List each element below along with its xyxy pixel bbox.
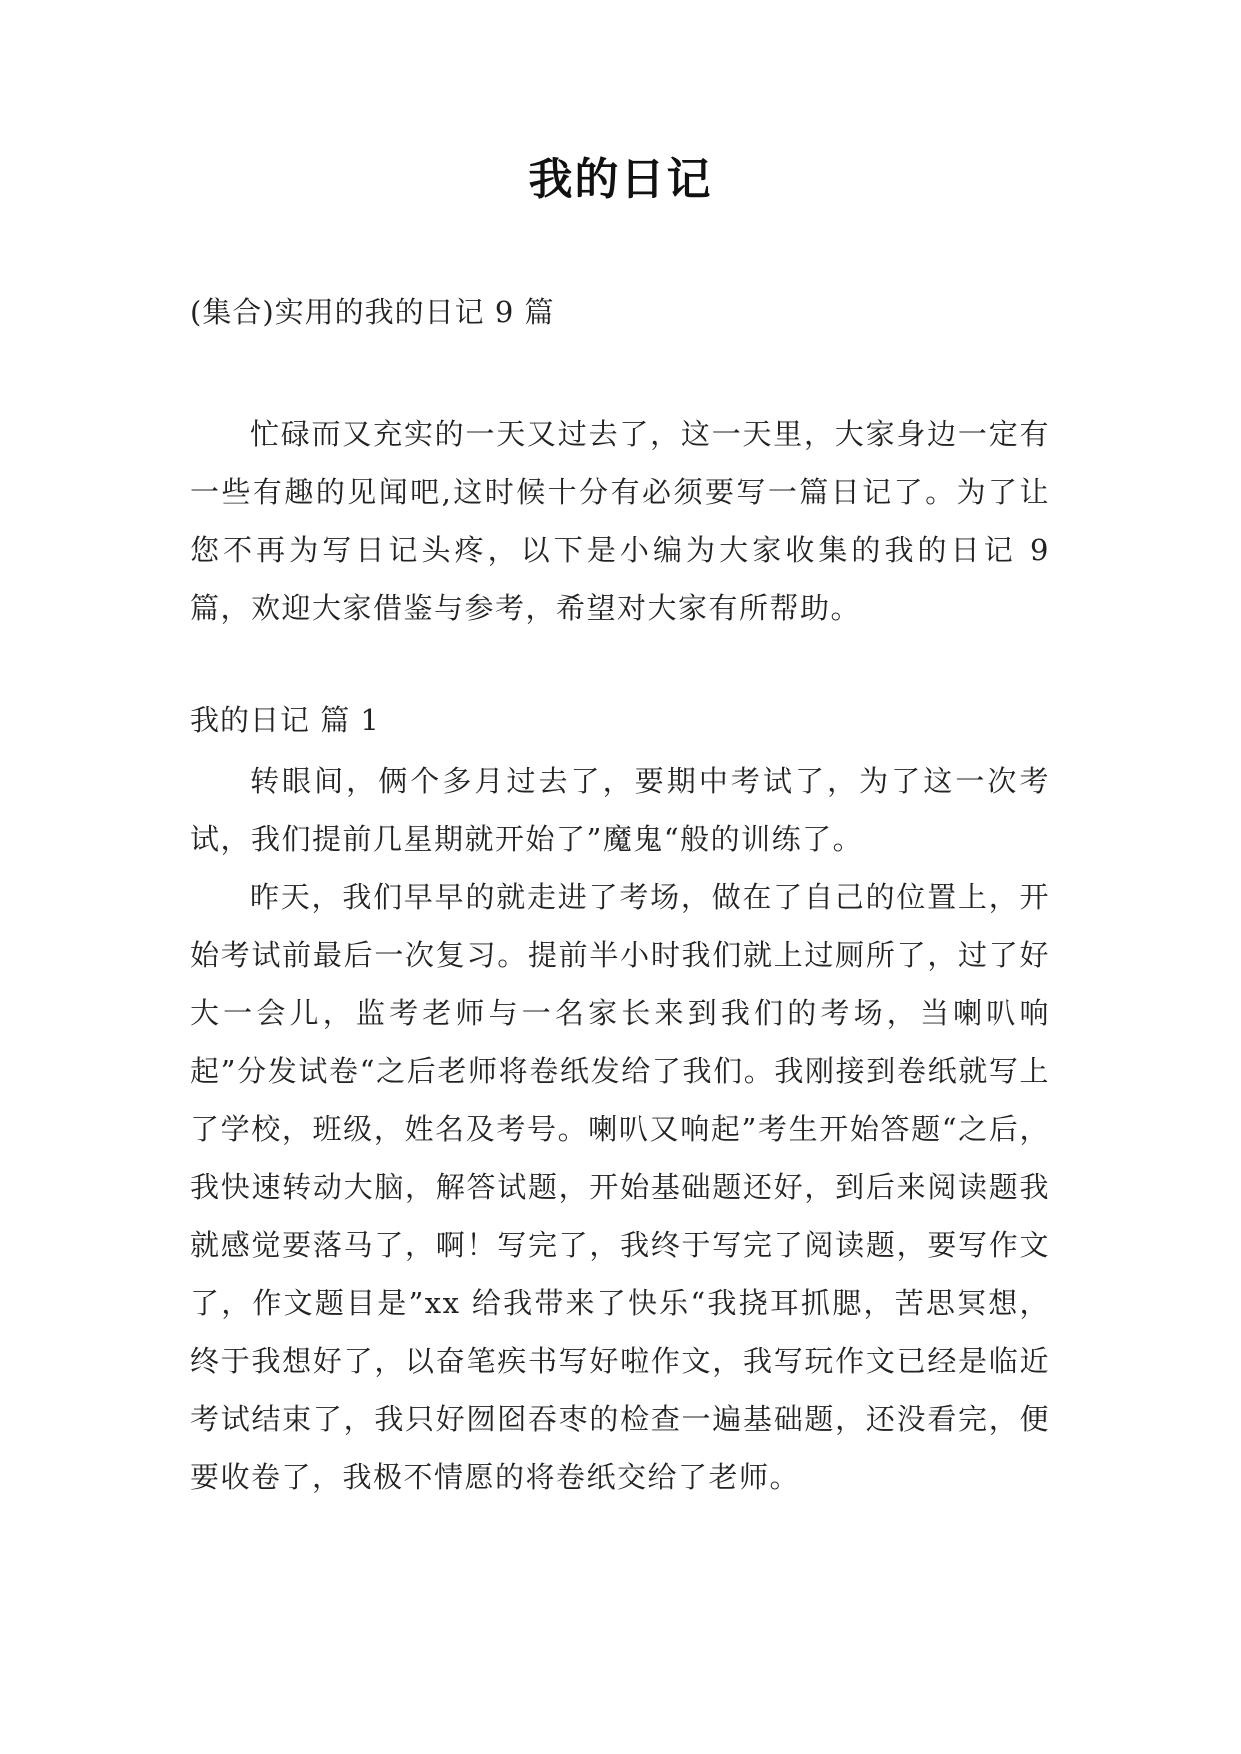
- entry-paragraph: 转眼间，俩个多月过去了，要期中考试了，为了这一次考试，我们提前几星期就开始了”魔鬼“般的训练了。: [190, 764, 1050, 856]
- intro-block: [190, 405, 1050, 637]
- entry-paragraph: 昨天，我们早早的就走进了考场，做在了自己的位置上，开始考试前最后一次复习。提前半小时我们就上过厕所了，过了好大一会儿，监考老师与一名家长来到我们的考场，当喇叭响起”分发试卷“之后老师将卷纸发给了我们。我刚接到卷纸就写上了学校，班级，姓名及考号。喇叭又响起”考生开始答题“之后，我快速转动大脑，解答试题，开始基础题还好，到后来阅读题我就感觉要落马了，啊！写完了，我终于写完了阅读题，要写作文了，作文题目是”xx 给我带来了快乐“我挠耳抓腮，苦思冥想，终于我想好了，以奋笔疾书写好啦作文，我写玩作文已经是临近考试结束了，我只好囫囵吞枣的检查一遍基础题，还没看完，便要收卷了，我极不情愿的将卷纸交给了老师。: [190, 880, 1050, 1494]
- section-heading: 我的日记 篇 1: [190, 703, 380, 737]
- document-title: 我的日记: [528, 154, 713, 205]
- diary-entry: [190, 752, 1050, 1506]
- document-subtitle: (集合)实用的我的日记 9 篇: [190, 295, 555, 329]
- intro-paragraph: 忙碌而又充实的一天又过去了，这一天里，大家身边一定有一些有趣的见闻吧,这时候十分有必须要写一篇日记了。为了让您不再为写日记头疼，以下是小编为大家收集的我的日记 9 篇，欢迎大家借鉴与参考，希望对大家有所帮助。: [190, 417, 1050, 625]
